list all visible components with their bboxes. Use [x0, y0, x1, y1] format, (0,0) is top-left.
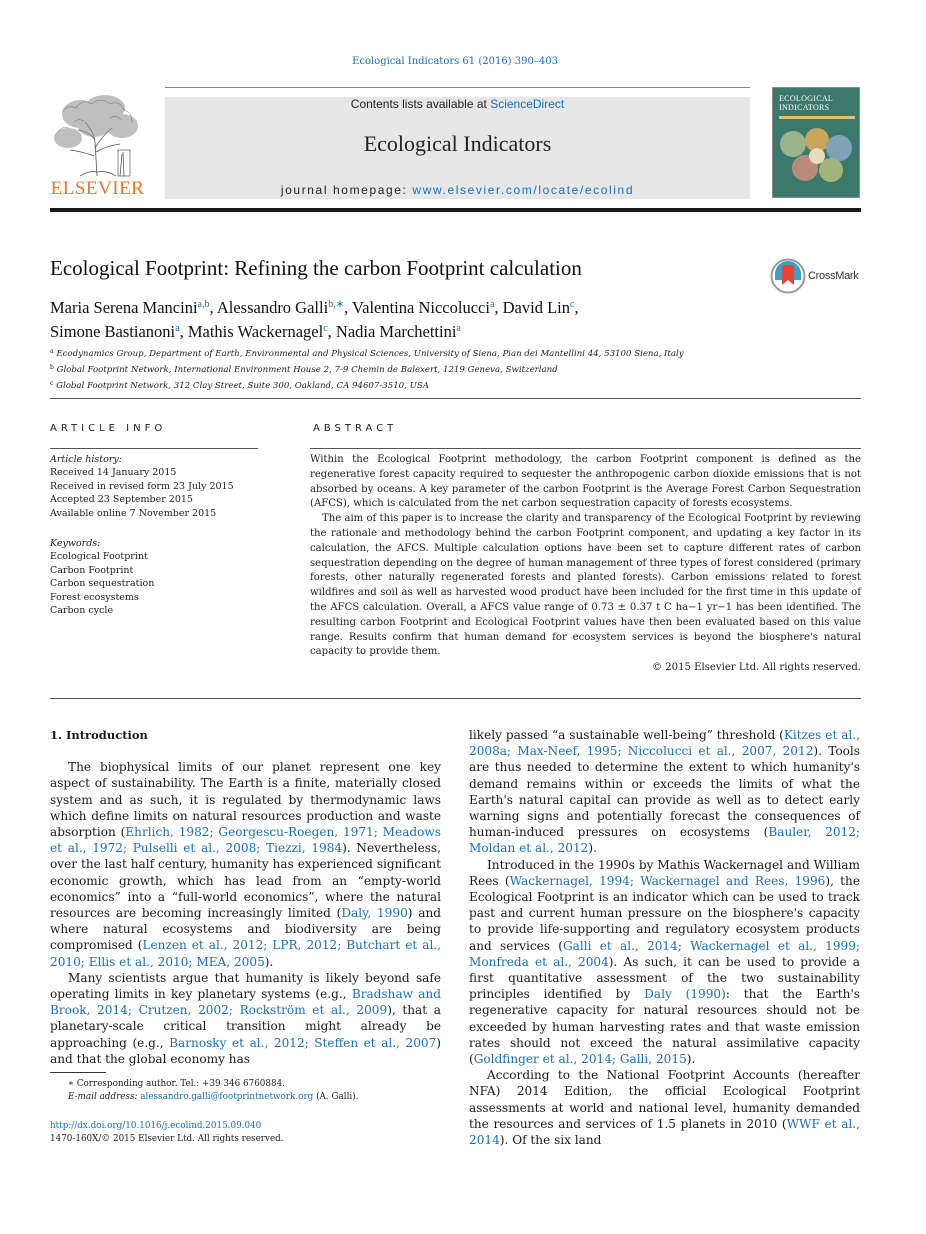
abstract-paragraph: The aim of this paper is to increase the clarity and transparency of the Ecological Footprint by reviewing the rationale and methodology behind the carbon Footprint component, and updating a key factor in its calculation, the AFCS. Multiple calculation options have been set to capture different rates of carbon sequestration depending on the degree of human management of three types of forest considered (primary forests, other naturally regenerated forests and planted forests). Carbon emissions related to forest wildfires and soil as well as harvested wood product have been included for the first time in this update of the AFCS calculation. Overall, a AFCS value range of 0.73 ± 0.37 t C ha−1 yr−1 has been identified. The resulting carbon Footprint and Ecological Footprint values have then been evaluated based on this value range. Results confirm that human demand for ecosystem services is beyond the biosphere's natural capacity to provide them. — [310, 513, 861, 658]
email-link[interactable]: alessandro.galli@footprintnetwork.org — [140, 1092, 314, 1102]
author-separator: , — [179, 322, 188, 341]
footnote — [50, 1078, 450, 1104]
author-affiliation-marker[interactable]: b,∗ — [328, 299, 345, 310]
citation-link[interactable]: Lenzen et al., 2012; LPR, 2012; Butchart et al., 2010; Ellis et al., 2010; MEA, 2005 — [50, 938, 441, 969]
body-paragraph — [469, 857, 860, 1068]
abstract-body — [310, 453, 861, 676]
right-paragraphs — [469, 727, 860, 1148]
body-text: ) and that the global economy has — [50, 1035, 441, 1066]
keywords — [50, 537, 260, 617]
body-text: ). As such, it can be used to provide a first quantitative assessment of the two sustainability principles identified by — [469, 954, 860, 1002]
journal-banner — [165, 97, 750, 199]
citation-link[interactable]: Bauler, 2012; Moldan et al., 2012 — [469, 825, 860, 856]
abstract-copyright: © 2015 Elsevier Ltd. All rights reserved. — [651, 662, 861, 674]
abstract-paragraph: Within the Ecological Footprint methodology, the carbon Footprint component is defined as the regenerative forest capacity required to sequester the anthropogenic carbon dioxide emissions that is not absorbed by oceans. A key parameter of the carbon Footprint is the Average Forest Carbon Sequestration (AFCS), which is calculated from the net carbon sequestration capacity of forests ecosystems. — [310, 454, 861, 510]
journal-cover-thumbnail[interactable] — [772, 87, 860, 198]
citation-link[interactable]: Barnosky et al., 2012; Steffen et al., 2007 — [169, 1035, 437, 1050]
body-text: ). — [686, 1052, 696, 1067]
author-separator: , — [494, 298, 503, 317]
author-name[interactable]: Valentina Niccolucci — [352, 298, 490, 317]
author-name[interactable]: Maria Serena Mancini — [50, 298, 198, 317]
body-text: ), the Ecological Footprint is an indicator which can be used to track past and current human pressure on the biosphere's capacity to provide life-supporting and regulatory ecosystem products and services ( — [469, 873, 860, 953]
cover-art-icon — [777, 124, 857, 186]
citation-link[interactable]: WWF et al., 2014 — [469, 1116, 860, 1148]
article-info-rule — [50, 448, 258, 449]
body-paragraph — [50, 970, 441, 1067]
email-suffix: (A. Galli). — [313, 1092, 359, 1102]
affiliation-text: Global Footprint Network, International Environment House 2, 7-9 Chemin de Balexert, 1219 Geneva, Switzerland — [56, 365, 558, 375]
crossmark-badge[interactable] — [770, 258, 862, 294]
abstract-bottom-rule — [50, 698, 861, 699]
body-paragraph — [469, 1067, 860, 1148]
author-affiliation-marker[interactable]: a — [489, 299, 495, 310]
author-separator: , — [574, 298, 579, 317]
citation-link[interactable]: Daly, 1990 — [341, 906, 408, 921]
affiliation-marker: c — [50, 380, 54, 387]
doi-block — [50, 1120, 450, 1145]
keyword-item: Carbon cycle — [50, 605, 114, 617]
keyword-item: Forest ecosystems — [50, 591, 139, 603]
elsevier-wordmark: ELSEVIER — [50, 178, 145, 199]
author-list — [50, 294, 750, 342]
author-separator: , — [327, 322, 336, 341]
keyword-item: Carbon Footprint — [50, 564, 134, 576]
homepage-prefix: journal homepage: — [280, 183, 413, 197]
history-item: Received in revised form 23 July 2015 — [50, 480, 234, 492]
footnote-rule — [50, 1072, 106, 1073]
author-name[interactable]: Nadia Marchettini — [335, 322, 457, 341]
email-label: E-mail address: — [68, 1092, 141, 1102]
crossmark-icon — [770, 258, 806, 294]
author-name[interactable]: Simone Bastianoni — [50, 322, 176, 341]
author-affiliation-marker[interactable]: c — [323, 323, 328, 334]
history-item: Available online 7 November 2015 — [50, 507, 217, 519]
history-item: Accepted 23 September 2015 — [50, 494, 193, 506]
doi-link[interactable]: http://dx.doi.org/10.1016/j.ecolind.2015.09.040 — [50, 1121, 262, 1131]
keyword-item: Ecological Footprint — [50, 551, 148, 563]
body-text: ). — [588, 841, 597, 856]
author-name[interactable]: David Lin — [502, 298, 571, 317]
body-text: likely passed “a sustainable well-being” threshold ( — [469, 728, 784, 742]
cover-title: ECOLOGICAL INDICATORS — [779, 94, 833, 112]
title-block-rule — [50, 398, 861, 399]
citation-link[interactable]: Galli et al., 2014; Wackernagel et al., 1999; Monfreda et al., 2004 — [469, 938, 860, 969]
affiliation-text: Global Footprint Network, 312 Clay Street, Suite 300, Oakland, CA 94607-3510, USA — [56, 381, 429, 391]
contents-line — [165, 97, 750, 111]
body-paragraph — [50, 759, 441, 970]
article-info-heading: ARTICLE INFO — [50, 423, 167, 434]
body-text: ), that a planetary-scale critical transition might already be approaching (e.g., — [50, 1003, 441, 1050]
body-text: Many scientists argue that humanity is likely beyond safe operating limits in key planetary systems (e.g., — [50, 970, 441, 1002]
citation-link[interactable]: Wackernagel, 1994; Wackernagel and Rees, 1996 — [509, 873, 826, 888]
author-affiliation-marker[interactable]: c — [570, 299, 575, 310]
body-text: ). Tools are thus needed to determine the extent to which humanity's demand remains within or exceeds the limits of what the Earth's natural capital can provide as well as to detect early warning signs and potentially forecast the consequences of human-induced pressures on ecosystems ( — [469, 744, 861, 840]
author-name[interactable]: Alessandro Galli — [216, 298, 329, 317]
left-paragraphs — [50, 759, 441, 1067]
cover-strip — [779, 116, 855, 119]
affiliations — [50, 345, 850, 393]
author-affiliation-marker[interactable]: a,b — [197, 299, 210, 310]
history-item: Received 14 January 2015 — [50, 467, 177, 479]
journal-title: Ecological Indicators — [363, 131, 552, 156]
homepage-link[interactable]: www.elsevier.com/locate/ecolind — [412, 183, 635, 197]
header-bottom-rule — [50, 208, 861, 212]
affiliation-marker: b — [50, 364, 54, 371]
body-text: : that the Earth's regenerative capacity for natural resources should not be exceeded by human harvesting rates and that waste emission rates should not exceed the natural assimilative capacity ( — [469, 987, 860, 1067]
article-history — [50, 453, 260, 520]
citation-link[interactable]: Goldfinger et al., 2014; Galli, 2015 — [473, 1052, 687, 1067]
author-separator: , — [344, 298, 353, 317]
body-paragraph — [469, 727, 860, 857]
body-column-left — [50, 727, 441, 1067]
affiliation-line — [50, 361, 850, 377]
body-column-right — [469, 727, 860, 1148]
citation-link[interactable]: Ehrlich, 1982; Georgescu-Roegen, 1971; Meadows et al., 1972; Pulselli et al., 2008; Tiezzi, 1984 — [50, 825, 441, 856]
article-history-label: Article history: — [50, 454, 122, 465]
sciencedirect-link[interactable]: ScienceDirect — [490, 97, 565, 111]
body-text: ). Of the six land — [499, 1133, 602, 1148]
abstract-rule — [310, 448, 861, 449]
abstract-heading: ABSTRACT — [313, 423, 398, 434]
body-text: ). — [264, 954, 274, 969]
citation-link[interactable]: Kitzes et al., 2008a; Max-Neef, 1995; Niccolucci et al., 2007, 2012 — [469, 728, 860, 759]
elsevier-logo — [50, 92, 145, 200]
affiliation-line — [50, 377, 850, 393]
affiliation-line — [50, 345, 850, 361]
author-name[interactable]: Mathis Wackernagel — [187, 322, 324, 341]
journal-homepage — [165, 183, 750, 197]
body-text: According to the National Footprint Accounts (hereafter NFA) 2014 Edition, the official Ecological Footprint assessments at world and national level, humanity demanded the resources and services of 1.5 planets in 2010 ( — [469, 1068, 860, 1131]
keyword-item: Carbon sequestration — [50, 578, 155, 590]
body-text: Introduced in the 1990s by Mathis Wackernagel and William Rees ( — [469, 857, 860, 888]
corresponding-author: ∗ Corresponding author. Tel.: +39 346 6760884. — [68, 1079, 285, 1089]
issn-line: 1470-160X/© 2015 Elsevier Ltd. All rights reserved. — [50, 1133, 284, 1144]
tree-icon — [50, 92, 145, 178]
article-title: Ecological Footprint: Refining the carbon Footprint calculation — [50, 256, 582, 280]
citation-link[interactable]: Bradshaw and Brook, 2014; Crutzen, 2002; Rockström et al., 2009 — [50, 987, 441, 1018]
affiliation-marker: a — [50, 348, 54, 355]
author-affiliation-marker[interactable]: a — [175, 323, 180, 334]
affiliation-text: Ecodynamics Group, Department of Earth, Environmental and Physical Sciences, University of Siena, Pian dei Mantellini 44, 53100 Siena, Italy — [56, 349, 684, 359]
citation-link[interactable]: Daly (1990) — [644, 987, 726, 1002]
crossmark-label: CrossMark — [808, 270, 859, 282]
header-top-rule — [165, 87, 750, 88]
journal-reference-link[interactable]: Ecological Indicators 61 (2016) 390–403 — [352, 56, 558, 67]
email-line — [50, 1091, 450, 1104]
body-text: ) and where natural ecosystems and biodiversity are being compromised ( — [50, 906, 441, 953]
contents-prefix: Contents lists available at — [350, 97, 491, 111]
author-separator: , — [209, 298, 217, 317]
body-text: ). Nevertheless, over the last half century, humanity has experienced significant economic growth, which has lead from an “empty-world economics” into a “full-world economics”, where the natural resources are becoming increasingly limited ( — [50, 841, 441, 921]
keywords-label: Keywords: — [50, 538, 101, 549]
section-heading: 1. Introduction — [50, 728, 148, 742]
body-text: The biophysical limits of our planet represent one key aspect of sustainability. The Earth is a finite, materially closed system and as such, it is regulated by thermodynamic laws which define limits on natural resources production and waste absorption ( — [50, 760, 441, 840]
author-affiliation-marker[interactable]: a — [456, 323, 461, 334]
